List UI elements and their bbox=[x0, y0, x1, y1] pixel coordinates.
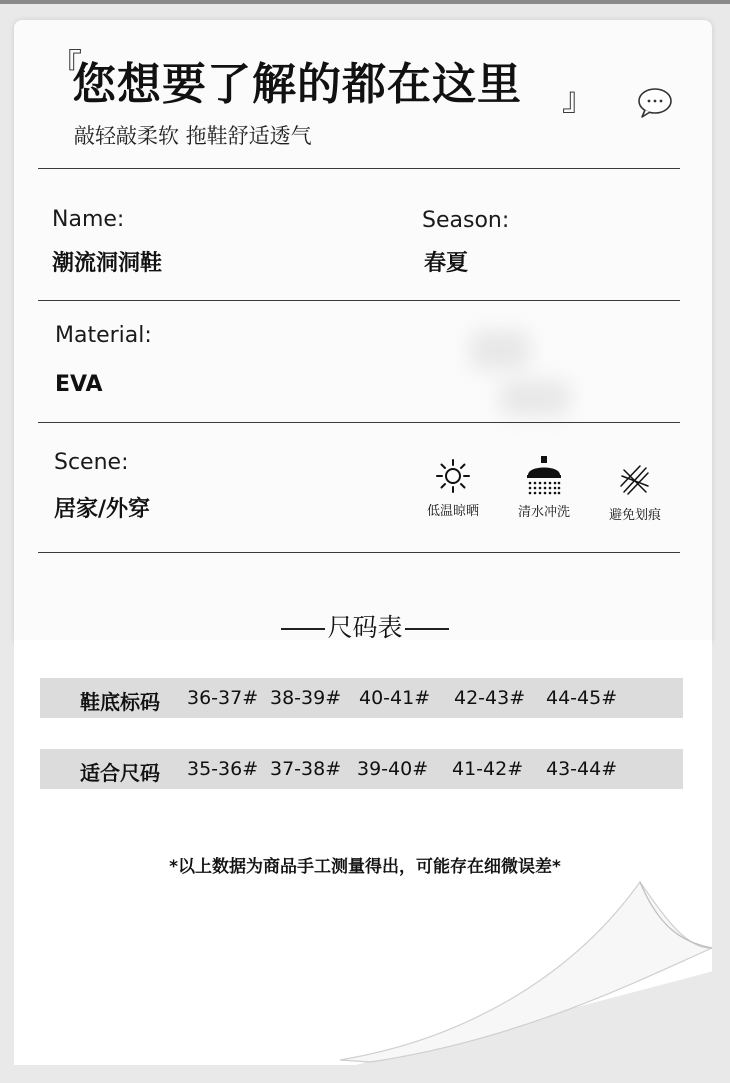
material-label: Material: bbox=[55, 323, 152, 348]
season-label: Season: bbox=[422, 208, 510, 233]
blurred-watermark bbox=[500, 380, 570, 416]
size-row-fit bbox=[40, 749, 683, 789]
divider bbox=[38, 552, 680, 553]
chat-bubble-icon bbox=[636, 86, 674, 120]
heading-dash-right bbox=[405, 628, 449, 630]
blurred-watermark bbox=[470, 330, 530, 370]
divider bbox=[38, 300, 680, 301]
size-row-sole bbox=[40, 678, 683, 718]
size-cell: 35-36# bbox=[187, 758, 259, 780]
measurement-note: *以上数据为商品手工测量得出，可能存在细微误差* bbox=[169, 857, 561, 877]
title-bracket-open: 『 bbox=[50, 46, 83, 84]
size-row-label: 适合尺码 bbox=[80, 761, 160, 785]
feature-rinse bbox=[499, 455, 589, 520]
name-value: 潮流洞洞鞋 bbox=[52, 251, 163, 276]
scene-value: 居家/外穿 bbox=[54, 497, 151, 522]
feature-avoid-scratch bbox=[590, 464, 680, 523]
page-curl-graphic bbox=[340, 870, 712, 1070]
top-edge-bar bbox=[0, 0, 730, 4]
feature-label: 清水冲洗 bbox=[517, 505, 570, 520]
title-bracket-close: 』 bbox=[562, 80, 595, 118]
material-value: EVA bbox=[55, 372, 103, 397]
size-cell: 37-38# bbox=[270, 758, 342, 780]
name-label: Name: bbox=[52, 207, 125, 232]
size-row-label: 鞋底标码 bbox=[80, 690, 160, 714]
page-title: 您想要了解的都在这里 bbox=[72, 59, 522, 110]
shower-icon bbox=[525, 455, 563, 495]
size-cell: 44-45# bbox=[546, 687, 618, 709]
heading-dash-left bbox=[281, 628, 325, 630]
divider bbox=[38, 168, 680, 169]
size-cell: 41-42# bbox=[452, 758, 524, 780]
size-cell: 36-37# bbox=[187, 687, 259, 709]
size-cell: 39-40# bbox=[357, 758, 429, 780]
scene-label: Scene: bbox=[54, 450, 129, 475]
divider bbox=[38, 422, 680, 423]
season-value: 春夏 bbox=[424, 251, 469, 276]
size-cell: 43-44# bbox=[546, 758, 618, 780]
size-cell: 42-43# bbox=[454, 687, 526, 709]
size-cell: 38-39# bbox=[270, 687, 342, 709]
feature-sun-dry bbox=[408, 458, 498, 519]
size-table-heading bbox=[0, 608, 730, 644]
feature-label: 低温晾晒 bbox=[426, 504, 479, 519]
feature-label: 避免划痕 bbox=[608, 508, 661, 523]
size-cell: 40-41# bbox=[359, 687, 431, 709]
scratch-icon bbox=[618, 464, 652, 498]
size-table-title: 尺码表 bbox=[327, 613, 403, 642]
page-subtitle: 敲轻敲柔软 拖鞋舒适透气 bbox=[74, 124, 312, 148]
sun-icon bbox=[435, 458, 471, 494]
